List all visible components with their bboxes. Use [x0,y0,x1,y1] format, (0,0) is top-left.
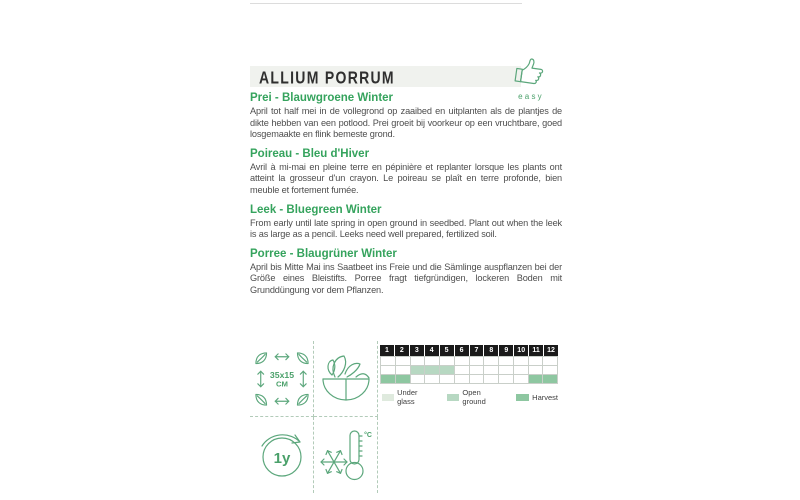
icon-cell-spacing [250,341,314,417]
section-heading: Poireau - Bleu d'Hiver [250,147,370,160]
planting-distance-icon [253,348,311,410]
month-header-cell: 8 [484,345,498,356]
section-heading: Leek - Bluegreen Winter [250,203,382,216]
calendar-cell-open-ground-m7 [470,366,485,375]
month-header-cell: 2 [395,345,409,356]
month-header-cell: 1 [380,345,394,356]
calendar-cell-harvest-m3 [411,375,426,384]
page-title: ALLIUM PORRUM [259,66,395,87]
section-nl [250,92,562,141]
month-header-cell: 12 [544,345,558,356]
month-header-cell: 4 [425,345,439,356]
harvest-bowl-icon [320,351,372,407]
month-header-cell: 6 [455,345,469,356]
calendar-cell-under-glass-m8 [484,357,499,366]
legend-item [447,388,503,406]
calendar-cell-open-ground-m1 [381,366,396,375]
calendar-body [380,356,558,384]
page-edge-line [250,3,522,4]
spacing-value-text: 35x15 [269,369,294,380]
calendar-cell-under-glass-m6 [455,357,470,366]
calendar-cell-open-ground-m10 [514,366,529,375]
thumbs-up-icon [513,56,549,87]
section-body: April tot half mei in de vollegrond op zaaibed en uitplanten als de plantjes de dikte hebben van een potlood. Prei groeit bij voorkeur op een vruchtbare, goed losgemaakte en flink bemeste grond. [250,106,562,140]
calendar-cell-under-glass-m1 [381,357,396,366]
month-header-cell: 3 [410,345,424,356]
calendar-cell-open-ground-m6 [455,366,470,375]
calendar-cell-harvest-m12 [543,375,558,384]
calendar-cell-open-ground-m5 [440,366,455,375]
calendar-cell-harvest-m5 [440,375,455,384]
calendar-cell-under-glass-m11 [529,357,544,366]
month-header-cell: 9 [499,345,513,356]
temperature-unit-text: °C [363,432,372,439]
legend-swatch [447,394,459,401]
difficulty-label: easy [518,92,544,101]
calendar-cell-harvest-m10 [514,375,529,384]
calendar-cell-harvest-m4 [425,375,440,384]
legend-swatch [382,394,394,401]
calendar-cell-open-ground-m8 [484,366,499,375]
month-header-cell: 5 [440,345,454,356]
culture-icons [250,341,378,493]
calendar-cell-under-glass-m5 [440,357,455,366]
section-fr [250,148,562,197]
section-en [250,204,562,241]
section-heading: Prei - Blauwgroene Winter [250,92,394,104]
calendar-cell-harvest-m8 [484,375,499,384]
sowing-calendar [380,345,558,406]
calendar-cell-under-glass-m12 [543,357,558,366]
icon-cell-lifecycle [250,417,314,493]
title-bar [250,66,521,87]
legend-swatch [516,394,529,401]
calendar-month-header [380,345,558,356]
section-heading: Porree - Blaugrüner Winter [250,247,397,260]
calendar-cell-harvest-m2 [396,375,411,384]
calendar-cell-open-ground-m12 [543,366,558,375]
calendar-cell-harvest-m9 [499,375,514,384]
lifecycle-text: 1y [273,450,290,467]
calendar-cell-open-ground-m3 [411,366,426,375]
calendar-cell-open-ground-m11 [529,366,544,375]
calendar-cell-under-glass-m3 [411,357,426,366]
spacing-unit-text: CM [275,379,288,389]
calendar-cell-under-glass-m7 [470,357,485,366]
annual-cycle-icon [256,429,308,481]
month-header-cell: 10 [514,345,528,356]
description-sections [250,92,562,304]
calendar-cell-open-ground-m2 [396,366,411,375]
section-body: From early until late spring in open ground in seedbed. Plant out when the leek is as large as a pencil. Leeks need well prepared, fertilized soil. [250,217,562,240]
calendar-legend [380,388,558,406]
legend-item [516,388,558,406]
calendar-cell-harvest-m1 [381,375,396,384]
calendar-cell-under-glass-m4 [425,357,440,366]
icon-cell-hardiness [314,417,378,493]
calendar-cell-under-glass-m2 [396,357,411,366]
legend-label: Under glass [397,388,418,406]
section-body: April bis Mitte Mai ins Saatbeet ins Freie und die Sämlinge auspflanzen bei der Größe eines Bleistifts. Porree fragt tiefgründigen, lockeren Boden mit Grunddüngung vor dem Pflanzen. [250,261,562,295]
frost-thermometer-icon [318,426,374,484]
calendar-cell-harvest-m6 [455,375,470,384]
legend-label: Harvest [532,392,558,402]
icon-cell-harvest-bowl [314,341,378,417]
section-de [250,248,562,297]
legend-label: Open ground [462,388,486,406]
month-header-cell: 11 [529,345,543,356]
calendar-cell-harvest-m7 [470,375,485,384]
calendar-cell-under-glass-m9 [499,357,514,366]
legend-item [382,388,434,406]
calendar-cell-harvest-m11 [529,375,544,384]
calendar-cell-open-ground-m4 [425,366,440,375]
calendar-cell-open-ground-m9 [499,366,514,375]
month-header-cell: 7 [470,345,484,356]
calendar-cell-under-glass-m10 [514,357,529,366]
section-body: Avril à mi-mai en pleine terre en pépinière et replanter lorsque les plants ont atteint la grosseur d'un crayon. Le poireau se plaît en terre profonde, bien meuble et fortement fumée. [250,161,562,195]
